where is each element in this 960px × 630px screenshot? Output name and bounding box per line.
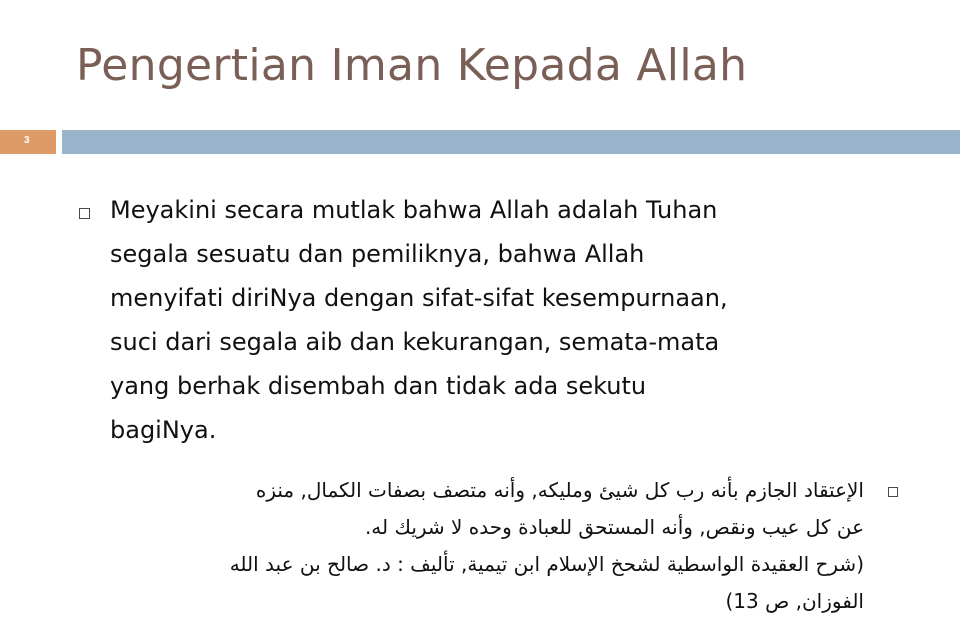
arabic-line: الإعتقاد الجازم بأنه رب كل شيئ ومليكه, وأنه متصف بصفات الكمال, منزه xyxy=(255,478,864,502)
arabic-line: عن كل عيب ونقص, وأنه المستحق للعبادة وحده لا شريك له. xyxy=(364,515,864,539)
slide-number-badge xyxy=(0,130,56,154)
square-bullet-icon xyxy=(888,487,898,497)
bullet-line: suci dari segala aib dan kekurangan, semata-mata xyxy=(110,328,720,356)
square-bullet-icon xyxy=(79,208,90,219)
bullet-line: segala sesuatu dan pemiliknya, bahwa Allah xyxy=(110,240,645,268)
bullet-text-arabic xyxy=(74,472,864,620)
arabic-line: الفوزان, ص 13) xyxy=(725,589,864,613)
bullet-line: bagiNya. xyxy=(110,416,217,444)
slide-number: 3 xyxy=(24,135,30,146)
bullet-line: menyifati diriNya dengan sifat-sifat kesempurnaan, xyxy=(110,284,728,312)
bullet-line: Meyakini secara mutlak bahwa Allah adalah Tuhan xyxy=(110,196,718,224)
arabic-line: (شرح العقيدة الواسطية لشحخ الإسلام ابن تيمية, تأليف : د. صالح بن عبد الله xyxy=(229,552,864,576)
bullet-line: yang berhak disembah dan tidak ada sekutu xyxy=(110,372,647,400)
accent-bar xyxy=(62,130,960,154)
bullet-text-indonesian xyxy=(110,188,910,452)
slide-title: Pengertian Iman Kepada Allah xyxy=(76,40,748,91)
